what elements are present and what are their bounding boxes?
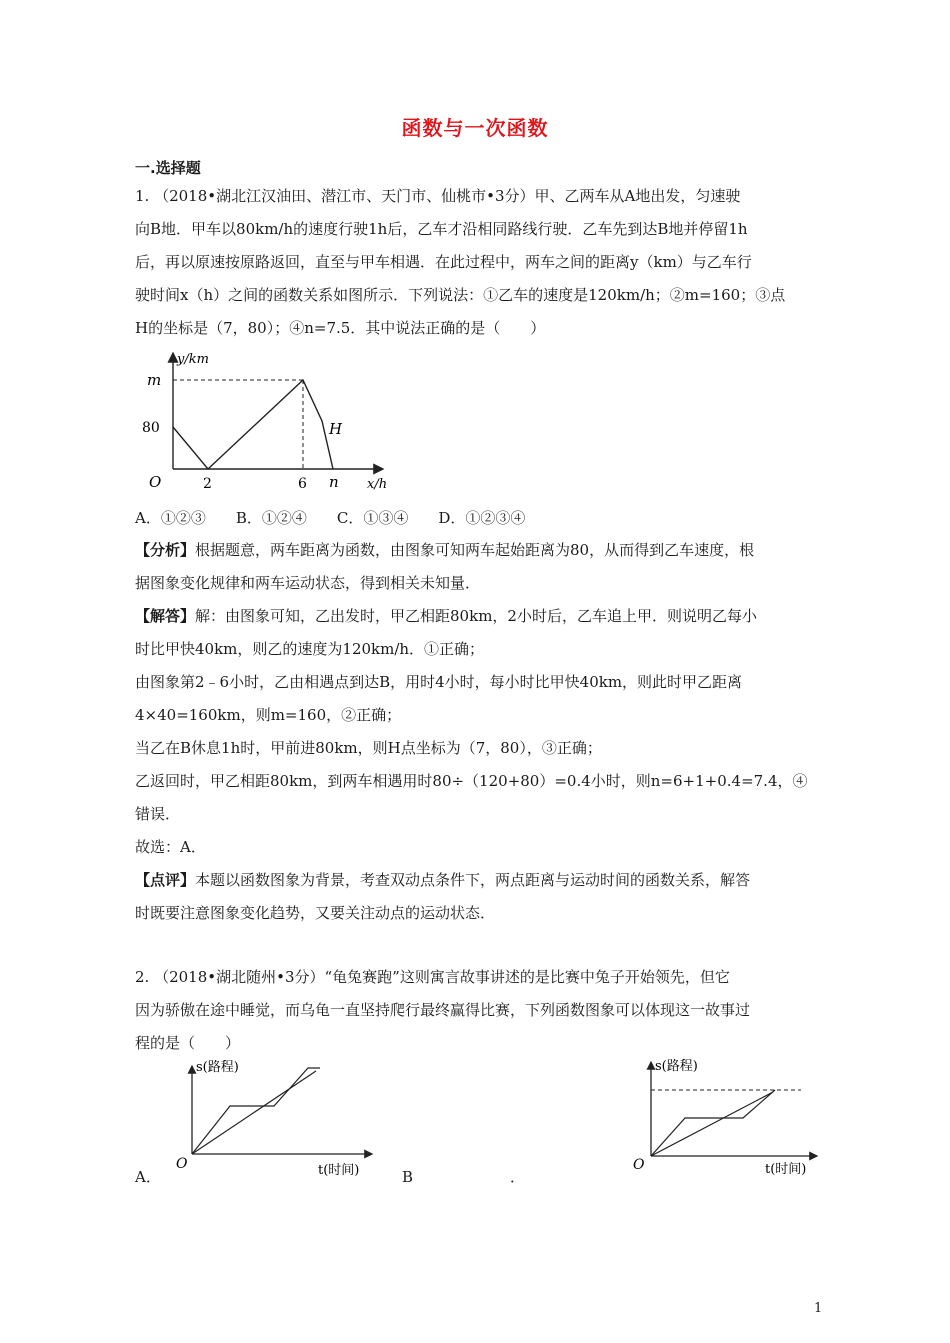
q1-solution-8: 故选：A． (135, 838, 206, 856)
q1-graph-line (173, 380, 333, 469)
comment-tag: 【点评】 (135, 871, 196, 889)
q2a-y-label: s(路程) (196, 1060, 239, 1075)
analysis-tag: 【分析】 (135, 541, 196, 559)
q2a-origin: O (176, 1156, 188, 1172)
q1-solution-5: 当乙在B休息1h时，甲前进80km，则H点坐标为（7，80），③正确； (135, 739, 602, 757)
q2-line-1: 2. （2018•湖北随州•3分）“龟兔赛跑”这则寓言故事讲述的是比赛中兔子开始领先，但它 (135, 968, 730, 986)
q1-origin: O (149, 473, 162, 491)
q1-solution-4: 4×40=160km，则m=160，②正确； (135, 706, 402, 724)
q2-option-b-dot: ． (510, 1168, 526, 1186)
q1-comment-2: 时既要注意图象变化趋势，又要关注动点的运动状态． (135, 904, 496, 922)
q2-line-3: 程的是（ ） (135, 1034, 241, 1052)
q1-options: A．①②③ B．①②④ C．①③④ D．①②③④ (135, 509, 526, 527)
q1-line-3: 后，再以原速按原路返回，直至与甲车相遇．在此过程中，两车之间的距离y（km）与乙车行 (135, 253, 752, 271)
q1-analysis-1 (135, 540, 754, 560)
analysis-text-1: 根据题意，两车距离为函数，由图象可知两车起始距离为80，从而得到乙车速度，根 (195, 541, 755, 559)
q2a-tortoise-line (192, 1071, 316, 1154)
q1-line-5: H的坐标是（7，80）；④n=7.5．其中说法正确的是（ ） (135, 319, 546, 337)
q1-line-4: 驶时间x（h）之间的函数关系如图所示．下列说法：①乙车的速度是120km/h；②m=160；③点 (135, 286, 786, 304)
solution-text-1: 解：由图象可知，乙出发时，甲乙相距80km，2小时后，乙车追上甲．则说明乙每小 (195, 607, 757, 625)
page-title: 函数与一次函数 (401, 116, 549, 140)
q1-label-6: 6 (298, 476, 307, 492)
q2-graph-b (625, 1052, 825, 1177)
q1-solution-7: 错误． (135, 805, 181, 823)
q1-label-h: H (329, 420, 343, 438)
q1-label-80: 80 (142, 420, 160, 436)
q1-y-axis-label: y/km (177, 352, 209, 367)
q1-solution-1 (135, 606, 757, 626)
q1-analysis-2: 据图象变化规律和两车运动状态，得到相关未知量． (135, 574, 481, 592)
q1-line-2: 向B地．甲车以80km/h的速度行驶1h后，乙车才沿相同路线行驶．乙车先到达B地并停留1h (135, 220, 748, 238)
page-number: 1 (814, 1301, 823, 1316)
q1-solution-3: 由图象第2﹣6小时，乙由相遇点到达B，用时4小时，每小时比甲快40km，则此时甲乙距离 (135, 673, 743, 691)
comment-text-1: 本题以函数图象为背景，考查双动点条件下，两点距离与运动时间的函数关系，解答 (195, 871, 751, 889)
q2b-origin: O (633, 1157, 645, 1173)
q2-option-a-label: A． (135, 1168, 161, 1186)
q2a-x-label: t(时间) (318, 1163, 360, 1178)
q1-distance-graph (135, 345, 395, 500)
solution-tag: 【解答】 (135, 607, 196, 625)
q2b-x-label: t(时间) (765, 1162, 807, 1177)
section-heading: 一.选择题 (135, 159, 201, 177)
q1-solution-2: 时比甲快40km，则乙的速度为120km/h．①正确； (135, 640, 485, 658)
q2-option-b-label: B (402, 1168, 414, 1186)
q1-label-2: 2 (203, 476, 212, 492)
q1-x-axis-label: x/h (367, 477, 388, 492)
q1-line-1: 1. （2018•湖北江汉油田、潜江市、天门市、仙桃市•3分）甲、乙两车从A地出发，匀速驶 (135, 187, 741, 205)
q2b-y-label: s(路程) (655, 1059, 698, 1074)
q2b-tortoise-line (651, 1092, 773, 1156)
q1-label-m: m (147, 371, 162, 389)
q2-line-2: 因为骄傲在途中睡觉，而乌龟一直坚持爬行最终赢得比赛，下列函数图象可以体现这一故事过 (135, 1001, 751, 1019)
q1-label-n: n (329, 473, 339, 491)
q1-solution-6: 乙返回时，甲乙相距80km，到两车相遇用时80÷（120+80）=0.4小时，则n=6+1+0.4=7.4，④ (135, 772, 808, 790)
q2-graph-a (150, 1058, 380, 1183)
q1-comment-1 (135, 870, 750, 890)
